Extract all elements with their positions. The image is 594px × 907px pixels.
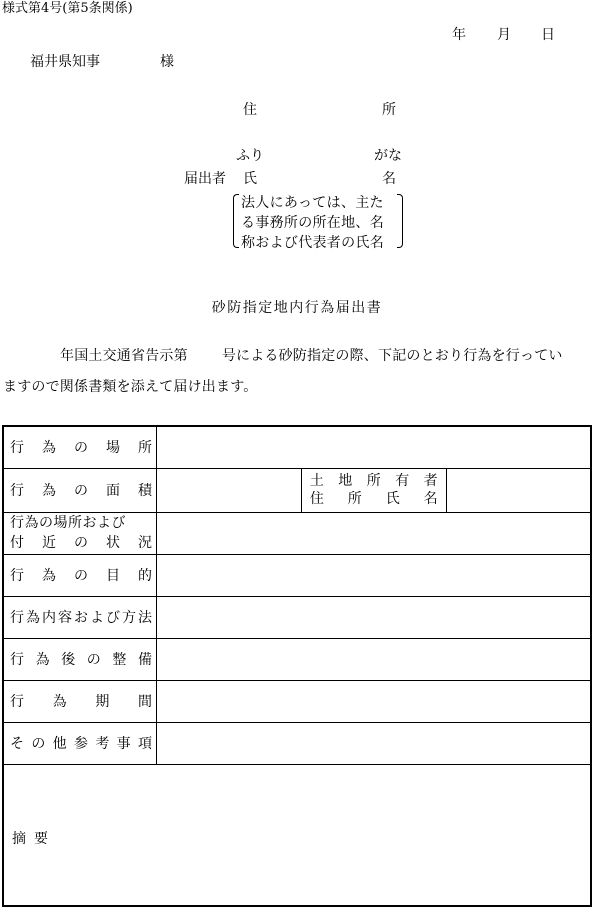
label-char: 所 (138, 440, 152, 457)
label-char: 土 (309, 473, 324, 489)
label-char: 目 (106, 568, 120, 584)
purpose-label (10, 565, 156, 585)
label-char: 他 (52, 736, 67, 752)
label-char: 考 (95, 736, 110, 752)
label-char: 為 (52, 694, 67, 710)
furigana-label-2: がな (374, 148, 402, 164)
place-label-cell (3, 426, 157, 468)
addressee: 福井県知事 (30, 54, 100, 70)
label-char: の (74, 535, 88, 551)
furigana-label-1: ふり (236, 148, 264, 164)
label-char: 名 (423, 491, 438, 507)
label-char: 項 (137, 736, 152, 752)
label-char: の (86, 652, 101, 668)
table-row (3, 638, 591, 680)
label-char: 方 (122, 610, 136, 626)
label-char: 後 (61, 652, 76, 668)
label-char: 付 (10, 535, 24, 551)
summary-label: 摘要 (12, 830, 56, 847)
period-label (10, 691, 156, 711)
owner-label-cell (301, 468, 446, 512)
date-year-label: 年 (452, 27, 466, 43)
honorific: 様 (160, 54, 174, 70)
name-label-1: 氏 (243, 171, 257, 187)
label-char: お (74, 610, 88, 626)
label-char: 地 (338, 473, 353, 489)
label-char: 内 (42, 610, 56, 626)
label-char: 面 (106, 483, 120, 499)
label-char: 為 (42, 440, 56, 457)
area-field[interactable] (157, 468, 302, 512)
place-field[interactable] (157, 426, 592, 468)
table-row (3, 426, 591, 468)
purpose-label-cell (3, 554, 157, 596)
label-char: 容 (58, 610, 72, 626)
table-row (3, 554, 591, 596)
corporate-note-line: 称および代表者の氏名 (241, 235, 384, 251)
owner-field[interactable] (446, 468, 591, 512)
period-label-cell (3, 680, 157, 722)
label-char: 為 (42, 483, 56, 499)
label-char: 場 (106, 440, 120, 457)
label-char: 近 (42, 535, 56, 551)
label-char: 行 (10, 440, 24, 457)
corporate-note-line: る事務所の所在地、名 (241, 215, 384, 231)
body-text-part-1: 年国土交通省告示第 (60, 348, 188, 364)
place-label (10, 437, 156, 457)
label-char: 所 (366, 473, 381, 489)
situation-label-line-1: 行為の場所および (10, 515, 126, 531)
label-char: 行 (10, 694, 24, 710)
label-char: 期 (95, 694, 110, 710)
label-char: 参 (73, 736, 88, 752)
label-char: 行 (10, 568, 24, 584)
maintenance-field[interactable] (157, 638, 592, 680)
period-field[interactable] (157, 680, 592, 722)
address-label-1: 住 (243, 102, 257, 118)
date-month-label: 月 (497, 27, 511, 43)
label-char: 法 (138, 610, 152, 626)
label-char: 有 (395, 473, 410, 489)
label-char: 備 (137, 652, 152, 668)
address-label-2: 所 (382, 102, 396, 118)
label-char: 為 (42, 568, 56, 584)
content-field[interactable] (157, 596, 592, 638)
maintenance-label (10, 649, 156, 669)
area-label-cell (3, 468, 157, 512)
application-form-table (2, 425, 592, 907)
left-bracket (233, 194, 239, 248)
corporate-note (233, 192, 403, 250)
body-text-line-1 (60, 349, 563, 363)
label-char: 行 (10, 483, 24, 499)
form-number: 様式第4号(第5条関係) (2, 1, 133, 16)
label-char: 行 (10, 610, 24, 626)
document-title: 砂防指定地内行為届出書 (211, 300, 383, 316)
table-row (3, 596, 591, 638)
content-label-cell (3, 596, 157, 638)
label-char: 為 (35, 652, 50, 668)
content-label (10, 607, 156, 627)
label-char: 積 (138, 483, 152, 499)
right-bracket (397, 194, 403, 248)
label-char: 的 (138, 568, 152, 584)
body-text-line-2: ますので関係書類を添えて届け出ます。 (3, 379, 258, 395)
name-label-2: 名 (382, 171, 396, 187)
table-row (3, 680, 591, 722)
summary-field[interactable] (3, 764, 591, 906)
label-char: の (74, 568, 88, 584)
label-char: の (31, 736, 46, 752)
label-char: 状 (106, 535, 120, 551)
label-char: の (74, 440, 88, 457)
applicant-label: 届出者 (184, 171, 226, 187)
label-char: 整 (112, 652, 127, 668)
situation-field[interactable] (157, 512, 592, 554)
owner-label-line-1 (302, 472, 446, 490)
date-day-label: 日 (541, 27, 555, 43)
label-char: び (106, 610, 120, 626)
corporate-note-line: 法人にあっては、主た (241, 195, 384, 211)
label-char: 所 (347, 491, 362, 507)
body-text-part-2: 号による砂防指定の際、下記のとおり行為を行ってい (221, 348, 563, 364)
label-char: そ (10, 736, 24, 752)
label-char: 事 (116, 736, 131, 752)
maintenance-label-cell (3, 638, 157, 680)
table-row (3, 468, 591, 512)
other-label-cell (3, 722, 157, 764)
situation-label-line-2 (10, 532, 156, 552)
table-row (3, 764, 591, 906)
owner-label-line-2 (302, 490, 446, 508)
label-char: 間 (137, 694, 152, 710)
table-row (3, 512, 591, 554)
label-char: 氏 (385, 491, 400, 507)
label-char: よ (90, 610, 104, 626)
other-label (10, 733, 156, 753)
area-label (10, 480, 156, 500)
label-char: 為 (26, 610, 40, 626)
other-field[interactable] (157, 722, 592, 764)
label-char: 者 (423, 473, 438, 489)
purpose-field[interactable] (157, 554, 592, 596)
label-char: 行 (10, 652, 24, 668)
table-row (3, 722, 591, 764)
label-char: の (74, 483, 88, 499)
situation-label-cell (3, 512, 157, 554)
label-char: 況 (138, 535, 152, 551)
label-char: 住 (309, 491, 324, 507)
